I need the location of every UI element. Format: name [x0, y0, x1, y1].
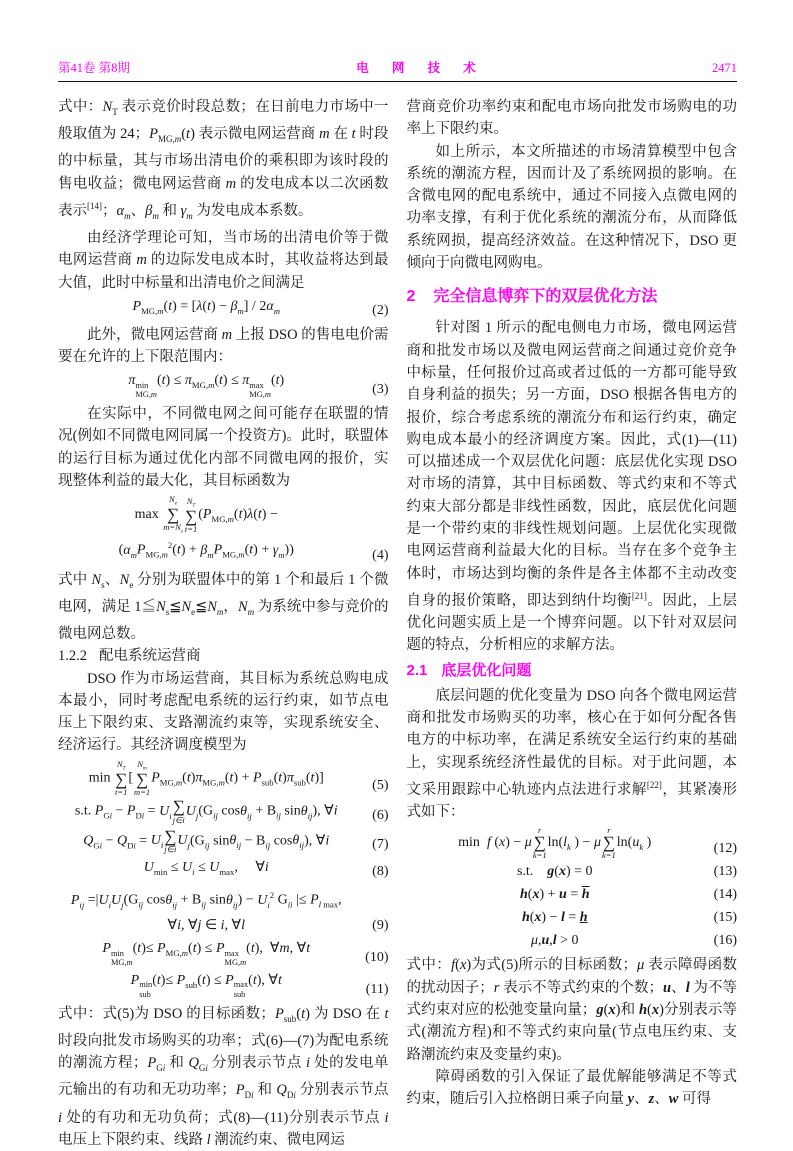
paragraph: 此外，微电网运营商 m 上报 DSO 的售电电价需要在允许的上下限范围内：: [58, 326, 389, 365]
paragraph: 式中：$N_T$ 表示竞价时段总数；在日前电力市场中一般取值为 24；$P_{MG,m}(t)$ 表示微电网运营商 m 在 t 时段的中标量，其与市场出清电价的乘积即为该时段的售电收益；微电网运营商 m 的发电成本以二次函数表示[14]；$\alpha_m$、$\beta_m$ 和 $\gamma_m$ 为发电成本系数。: [58, 99, 389, 221]
page-header: [58, 58, 737, 76]
equation-body: $P_{ij} =|U_iU_j(G_{ij}$ $\cos\theta_{ij} + B_{ij}$ $\sin\theta_{ij}) - U_i^2$ $G_{ii}$ |≤ $P_{l max}$, ∀i, ∀j ∈ i, ∀l: [70, 889, 342, 934]
equation: [58, 297, 389, 321]
equation: [58, 939, 389, 968]
equation-number: (13): [713, 864, 737, 880]
left-column: [58, 96, 389, 1151]
equation-number: (15): [713, 910, 737, 926]
paragraph: 在实际中，不同微电网之间可能存在联盟的情况(例如不同微电网同属一个投资方)。此时，联盟体的运行目标为通过优化内部不同微电网的报价，实现整体利益的最大化，其目标函数为: [58, 405, 389, 489]
equation-number: (12): [713, 841, 737, 857]
equation: [58, 826, 389, 855]
equation-body: min f (x) − μ r ∑ k=1 $\ln(l_k$ ) − μ r ∑ k=1 $\ln(u_k$ ): [458, 825, 652, 860]
paragraph: 障碍函数的引入保证了最优解能够满足不等式约束，随后引入拉格朗日乘子向量 y、z、w 可得: [406, 1068, 737, 1108]
section-title: 完全信息博弈下的双层优化方法: [433, 288, 658, 306]
two-column-body: [58, 96, 737, 1151]
section-title: 底层优化问题: [441, 661, 532, 679]
equation: [407, 908, 738, 928]
equation: [58, 858, 389, 882]
paragraph: 针对图 1 所示的配电侧电力市场，微电网运营商和批发市场以及微电网运营商之间通过竞价竞争中标量，任何报价过高或者过低的一方都可能导致自身利益的损失；另一方面，DSO 根据各售电方的报价，综合考虑系统的潮流分布和运行约束，确定购电成本最小的经济调度方案。因此，式(1)—(11)可以描述成一个双层优化问题：底层优化实现 DSO 对市场的清算，其中目标函数、等式约束和不等式约束大部分都是非线性函数，因此，底层优化问题是一个带约束的非线性规划问题。上层优化实现微电网运营商利益最大化的目标。当存在多个竞争主体时，市场达到均衡的条件是各主体都不主动改变自身的报价策略，即达到纳什均衡[21]。因此，上层优化问题实质上是一个博弈问题。以下针对双层问题的特点，分析相应的求解方法。: [406, 320, 738, 654]
equation-number: (10): [365, 949, 389, 965]
section-number: 2.1: [406, 661, 428, 679]
paragraph: 底层问题的优化变量为 DSO 向各个微电网运营商和批发市场购买的功率，核心在于如何分配各售电方的中标功率，在满足系统安全运行约束的基础上，实现系统经济性最优的目标。对于此问题，本文采用跟踪中心轨迹内点法进行求解[22]，其紧凑形式如下：: [406, 687, 738, 820]
equation-body: $Q_{Gi} - Q_{Di} = U_i$ ∑ j∈i $U_j(G_{ij}$ $\sin\theta_{ij} - B_{ij}$ cosθ$_{ij}$), ∀i: [83, 826, 330, 854]
paragraph: 式中 $N_s$、$N_e$ 分别为联盟体中的第 1 个和最后 1 个微电网，满足 $1≦N_s≦N_e≦N_m$，$N_m$ 为系统中参与竞价的微电网总数。: [58, 571, 389, 642]
equation-number: (3): [372, 381, 389, 397]
equation-number: (7): [372, 837, 389, 853]
equation: [58, 799, 389, 825]
header-rule: [58, 81, 737, 82]
equation: [58, 885, 389, 936]
section-title: 配电系统运营商: [99, 648, 201, 665]
equation-body: $P_{MG,m}(t) = [\lambda(t) - \beta_m] / 2\alpha_m$: [132, 298, 280, 316]
equation-body: min $N_T$ ∑ t=1 [ $N_m$ ∑ m=1 $P_{MG,m}(t)\pi_{MG,m}(t) + P_{sub}(t)\pi_{sub}(t)$]: [88, 758, 324, 797]
equation-number: (14): [713, 887, 737, 903]
equation-number: (11): [365, 981, 389, 997]
equation-number: (2): [372, 302, 389, 318]
equation: [58, 371, 389, 400]
equation: [407, 885, 738, 905]
equation-body: μ,u,l > 0: [530, 933, 579, 949]
equation-number: (8): [372, 863, 389, 879]
section-number: 2: [406, 288, 416, 306]
equation-number: (4): [372, 547, 389, 563]
equation-number: (9): [372, 918, 389, 934]
section-heading: [407, 661, 738, 681]
equation: [407, 862, 738, 882]
equation-number: (5): [372, 778, 389, 794]
journal-title: 电 网 技 术: [356, 61, 486, 75]
equation-body: max $N_e$ ∑ $m=N_s$ $N_T$ ∑ t=1 ($P_{MG,m}(t)\lambda(t)$ − $(\alpha_mP_{MG,m}^2(t) + \beta_mP_{MG,m}(t) + \gamma_m)$): [118, 494, 294, 560]
equation-body: $h(x) + u = \overline{h}$: [519, 887, 590, 903]
equation: [58, 760, 389, 797]
right-column: [407, 96, 738, 1151]
page-number: 2471: [712, 61, 737, 75]
section-heading: [407, 286, 738, 308]
equation-body: π min MG,m $(t) \le \pi_{MG,m}(t) \le \pi$ max MG,m (t): [128, 373, 285, 400]
paragraph: 式中：式(5)为 DSO 的目标函数；$P_{sub}(t)$ 为 DSO 在 t 时段向批发市场购买的功率；式(6)—(7)为配电系统的潮流方程；$P_{Gi}$ 和 $Q_{Gi}$ 分别表示节点 i 处的发电单元输出的有功和无功功率；$P_{Di}$ 和 $Q_{Di}$ 分别表示节点 i 处的有功和无功负荷；式(8)—(11)分别表示节点 i 电压上下限约束、线路 l 潮流约束、微电网运: [58, 1005, 389, 1148]
equation-body: s.t. $P_{Gi} - P_{Di} = U_i$ ∑ j∈i $U_j(G_{ij}$ $\cos\theta_{ij} + B_{ij}$ sinθ$_{ij}$), ∀i: [74, 797, 338, 825]
equation: [58, 495, 389, 566]
equation: [407, 931, 738, 951]
equation-number: (16): [713, 933, 737, 949]
equation: [407, 826, 738, 859]
equation-body: h(x) − l = h: [521, 910, 588, 926]
section-heading: [58, 645, 389, 667]
equation-body: $U_{min} \le U_i \le U_{max}$, ∀i: [143, 860, 269, 877]
equation-body: P min MG,m $(t)\le P_{MG,m}(t) \le P$ max MG,m (t), ∀m, ∀t: [102, 941, 311, 968]
volume-issue: 第41卷 第8期: [58, 61, 130, 75]
paragraph: 式中：f(x)为式(5)所示的目标函数；μ 表示障碍函数的扰动因子；r 表示不等式约束的个数；u、l 为不等式约束对应的松弛变量向量；g(x)和 h(x)分别表示等式(潮流方程)和不等式约束向量(节点电压约束、支路潮流约束及变量约束)。: [406, 957, 737, 1063]
equation: [58, 971, 389, 1000]
equation-body: s.t. g(x) = 0: [516, 864, 593, 880]
section-number: 1.2.2: [58, 648, 87, 665]
paragraph: 营商竞价功率约束和配电市场向批发市场购电的功率上下限约束。: [406, 99, 737, 138]
equation-body: P min sub $(t)\le P_{sub}(t) \le P$ max sub (t), ∀t: [130, 972, 282, 999]
paragraph: DSO 作为市场运营商，其目标为系统总购电成本最小，同时考虑配电系统的运行约束，如节点电压上下限约束、支路潮流约束等，实现系统安全、经济运行。其经济调度模型为: [58, 670, 389, 754]
paragraph: 由经济学理论可知，当市场的出清电价等于微电网运营商 m 的边际发电成本时，其收益将达到最大值，此时中标量和出清电价之间满足: [58, 229, 389, 291]
paragraph: 如上所示，本文所描述的市场清算模型中包含系统的潮流方程，因而计及了系统网损的影响。在含微电网的配电系统中，通过不同接入点微电网的功率支撑，有利于优化系统的潮流分布，从而降低系统网损，提高经济效益。在这种情况下，DSO 更倾向于向微电网购电。: [406, 143, 737, 272]
equation-number: (6): [372, 807, 389, 823]
